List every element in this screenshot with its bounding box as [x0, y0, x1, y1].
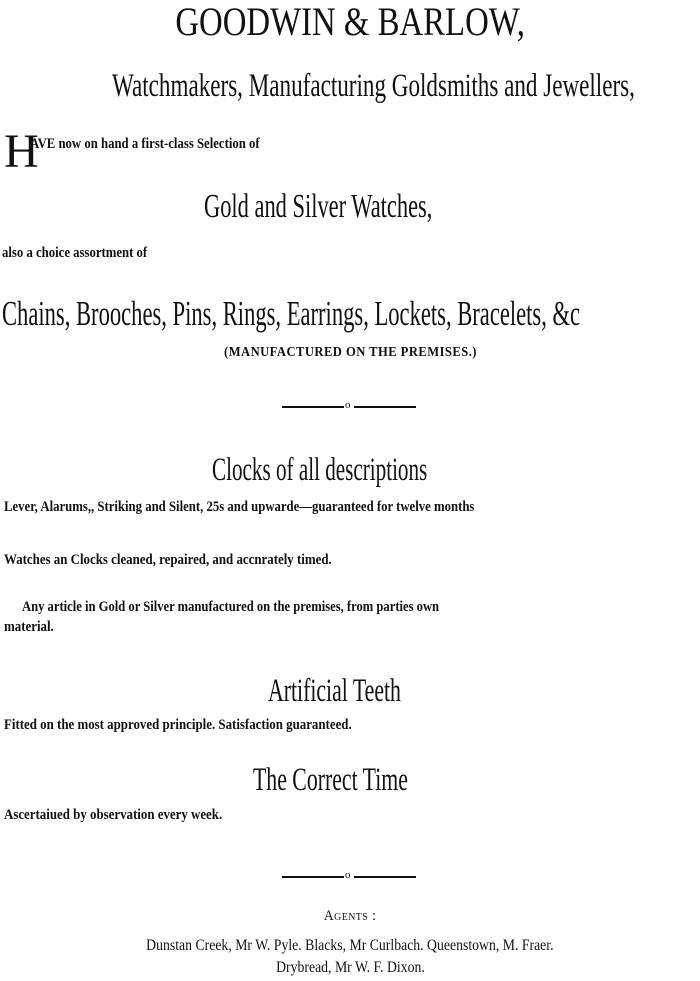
trade-line-text: Watchmakers, Manufacturing Goldsmiths and Jewellers, — [112, 68, 635, 104]
manufactured-note — [0, 346, 700, 360]
custom-article-line-2-text: material. — [4, 619, 54, 635]
custom-article-line-1 — [22, 600, 519, 615]
agents-line-1-text: Dunstan Creek, Mr W. Pyle. Blacks, Mr Curlbach. Queenstown, M. Fraer. — [146, 937, 554, 954]
jewellery-heading-text: Chains, Brooches, Pins, Rings, Earrings, Lockets, Bracelets, &c — [2, 294, 581, 333]
cleaning-text-content: Watches an Clocks cleaned, repaired, and accnrately timed. — [4, 552, 332, 568]
clocks-heading-text: Clocks of all descriptions — [212, 452, 428, 488]
agents-line-2-text: Drybread, Mr W. F. Dixon. — [275, 959, 425, 976]
cleaning-text — [4, 553, 385, 568]
divider-right-2 — [354, 876, 416, 878]
firm-name-heading — [0, 2, 700, 42]
firm-name-text: GOODWIN & BARLOW, — [175, 0, 525, 44]
agents-label-text: Agents : — [323, 908, 377, 924]
teeth-heading-text: Artificial Teeth — [268, 673, 401, 709]
manufactured-note-text: (MANUFACTURED ON THE PREMISES.) — [223, 345, 477, 360]
clocks-heading — [212, 454, 548, 487]
teeth-text-content: Fitted on the most approved principle. Satisfaction guaranteed. — [4, 717, 352, 733]
watches-heading-text: Gold and Silver Watches, — [204, 188, 433, 225]
clocks-detail — [4, 500, 557, 515]
time-heading-text: The Correct Time — [253, 762, 408, 798]
divider-right-1 — [354, 406, 416, 408]
agents-label — [0, 909, 700, 924]
time-heading — [253, 764, 488, 797]
assortment-text-content: also a choice assortment of — [2, 245, 148, 261]
time-text — [4, 808, 258, 823]
intro-text — [30, 137, 300, 152]
time-text-content: Ascertaiued by observation every week. — [4, 807, 223, 823]
jewellery-heading — [2, 296, 700, 331]
custom-article-line-2 — [4, 620, 62, 635]
intro-text-content: AVE now on hand a first-class Selection of — [30, 136, 260, 152]
agents-line-1 — [0, 938, 700, 954]
divider-left-2 — [282, 876, 344, 878]
teeth-text — [4, 718, 408, 733]
watches-heading — [204, 190, 550, 224]
divider-ornament-2: o — [345, 869, 351, 881]
teeth-heading — [268, 675, 469, 708]
clocks-detail-text: Lever, Alarums,, Striking and Silent, 25s and upwarde—guaranteed for twelve months — [4, 499, 475, 515]
divider-ornament-1: o — [345, 399, 351, 411]
intro-drop-cap: H — [4, 125, 39, 178]
trade-line — [0, 70, 700, 103]
assortment-text — [2, 246, 173, 261]
divider-left-1 — [282, 406, 344, 408]
agents-line-2 — [0, 960, 700, 976]
custom-article-line-1-text: Any article in Gold or Silver manufactured on the premises, from parties own — [22, 599, 440, 615]
